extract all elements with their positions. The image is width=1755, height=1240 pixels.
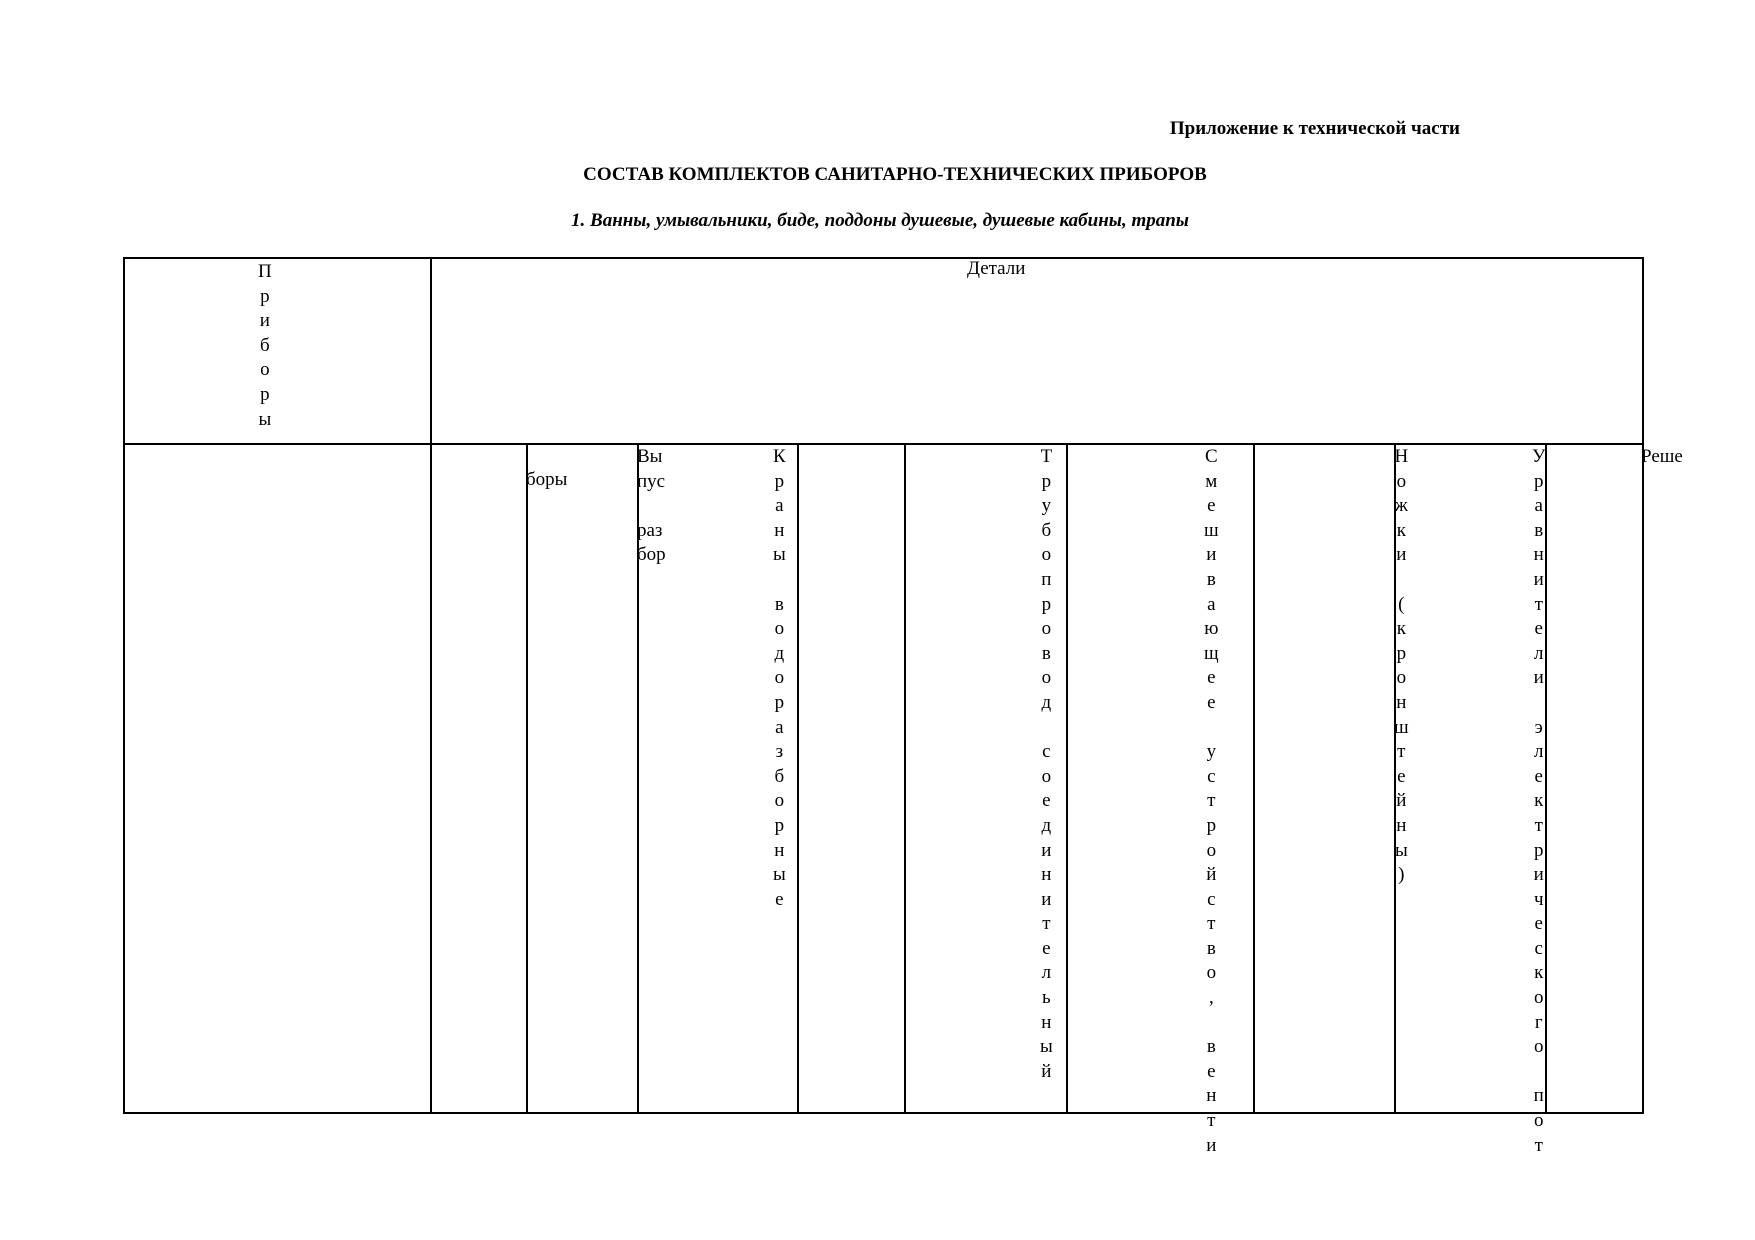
column-divider bbox=[1066, 443, 1068, 1114]
header-details: Детали bbox=[967, 258, 1026, 279]
column-divider bbox=[904, 443, 906, 1114]
table-border-right bbox=[1642, 257, 1644, 1114]
col-nozhki: Н о ж к и ( к р о н ш т е й н ы ) bbox=[1394, 446, 1409, 886]
table-divider-devices bbox=[430, 257, 432, 1114]
col-truboprovod: Т р у б о п р о в о д с о е д и н и т е л ь н ы й bbox=[1040, 446, 1053, 1082]
table-border-bottom bbox=[123, 1112, 1644, 1114]
appendix-label: Приложение к технической части bbox=[1169, 118, 1460, 139]
table-border-top bbox=[123, 257, 1644, 259]
col-uravniteli: У р а в н и т е л и э л е к т р и ч е с к о г о п о т bbox=[1532, 446, 1546, 1156]
col-smeshivayushchee: С м е ш и в а ю щ е е у с т р о й с т в о , в е н т и bbox=[1204, 446, 1219, 1156]
col-sifony-fragment: боры bbox=[526, 469, 568, 490]
col-reshetki-fragment: Реше bbox=[1641, 446, 1683, 467]
col-vypusk: Вы пус раз бор bbox=[637, 446, 666, 566]
col-krany: К р а н ы в о д о р а з б о р н ы е bbox=[773, 446, 786, 910]
column-divider bbox=[797, 443, 799, 1114]
table-border-left bbox=[123, 257, 125, 1114]
column-divider bbox=[1253, 443, 1255, 1114]
table-border-header-bottom bbox=[123, 443, 1644, 445]
section-title: 1. Ванны, умывальники, биде, поддоны душевые, душевые кабины, трапы bbox=[571, 210, 1189, 231]
document-title: СОСТАВ КОМПЛЕКТОВ САНИТАРНО-ТЕХНИЧЕСКИХ ПРИБОРОВ bbox=[583, 164, 1207, 185]
header-devices: П р и б о р ы bbox=[258, 261, 272, 430]
column-divider bbox=[526, 443, 528, 1114]
